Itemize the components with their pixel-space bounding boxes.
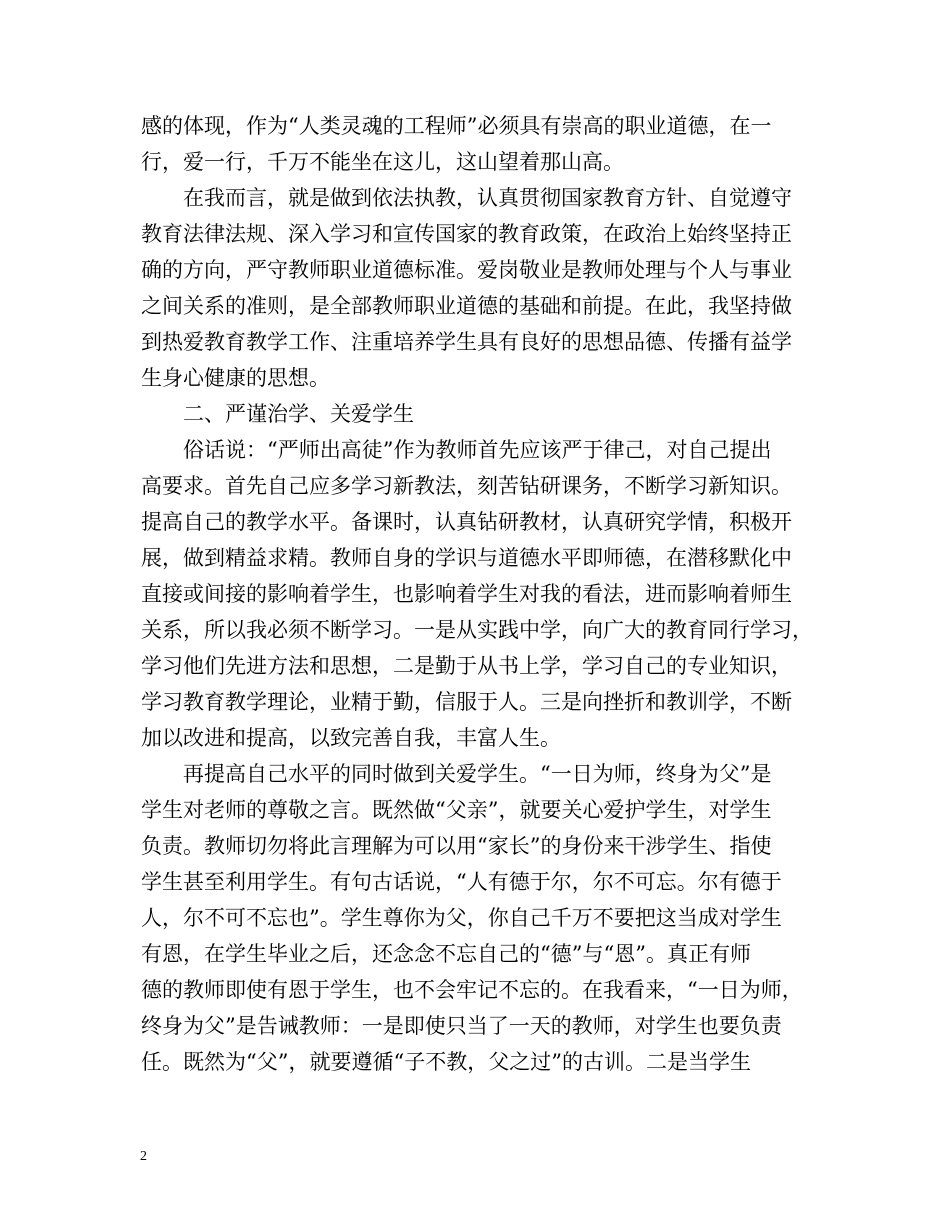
text-line: 生身心健康的思想。 (141, 366, 330, 390)
text-line: 人，尔不可不忘也”。学生尊你为父，你自己千万不要把这当成对学生 (141, 906, 782, 930)
text-line: 学生对老师的尊敬之言。既然做“父亲”，就要关心爱护学生，对学生 (141, 798, 772, 822)
text-line: 确的方向，严守教师职业道德标准。爱岗敬业是教师处理与个人与事业 (141, 258, 792, 282)
paragraph-first-line: 俗话说：“严师出高徒”作为教师首先应该严于律己，对自己提出 (183, 438, 772, 462)
text-line: 任。既然为“父”，就要遵循“子不教，父之过”的古训。二是当学生 (141, 1050, 751, 1074)
text-line: 感的体现，作为“人类灵魂的工程师”必须具有崇高的职业道德，在一 (141, 114, 772, 138)
text-line: 加以改进和提高，以致完善自我，丰富人生。 (141, 726, 561, 750)
text-line: 关系，所以我必须不断学习。一是从实践中学，向广大的教育同行学习， (141, 618, 813, 642)
text-line: 有恩，在学生毕业之后，还念念不忘自己的“德”与“恩”。真正有师 (141, 942, 751, 966)
text-line: 终身为父”是告诫教师：一是即使只当了一天的教师，对学生也要负责 (141, 1014, 782, 1038)
text-line: 德的教师即使有恩于学生，也不会牢记不忘的。在我看来，“一日为师， (141, 978, 803, 1002)
text-line: 负责。教师切勿将此言理解为可以用“家长”的身份来干涉学生、指使 (141, 834, 772, 858)
text-line: 学习他们先进方法和思想，二是勤于从书上学，学习自己的专业知识， (141, 654, 792, 678)
text-line: 到热爱教育教学工作、注重培养学生具有良好的思想品德、传播有益学 (141, 330, 792, 354)
paragraph-first-line: 在我而言，就是做到依法执教，认真贯彻国家教育方针、自觉遵守 (183, 186, 792, 210)
text-line: 行，爱一行，千万不能坐在这儿，这山望着那山高。 (141, 150, 624, 174)
text-line: 展，做到精益求精。教师自身的学识与道德水平即师德，在潜移默化中 (141, 546, 792, 570)
text-line: 之间关系的准则，是全部教师职业道德的基础和前提。在此，我坚持做 (141, 294, 792, 318)
paragraph-first-line: 再提高自己水平的同时做到关爱学生。“一日为师，终身为父”是 (183, 762, 772, 786)
text-line: 高要求。首先自己应多学习新教法，刻苦钻研课务，不断学习新知识。 (141, 474, 792, 498)
text-line: 学习教育教学理论，业精于勤，信服于人。三是向挫折和教训学，不断 (141, 690, 792, 714)
text-line: 学生甚至利用学生。有句古话说，“人有德于尔，尔不可忘。尔有德于 (141, 870, 782, 894)
text-line: 直接或间接的影响着学生，也影响着学生对我的看法，进而影响着师生 (141, 582, 792, 606)
section-heading: 二、严谨治学、关爱学生 (183, 402, 414, 426)
text-line: 提高自己的教学水平。备课时，认真钻研教材，认真研究学情，积极开 (141, 510, 792, 534)
page-number: 2 (140, 1149, 147, 1164)
text-line: 教育法律法规、深入学习和宣传国家的教育政策，在政治上始终坚持正 (141, 222, 792, 246)
